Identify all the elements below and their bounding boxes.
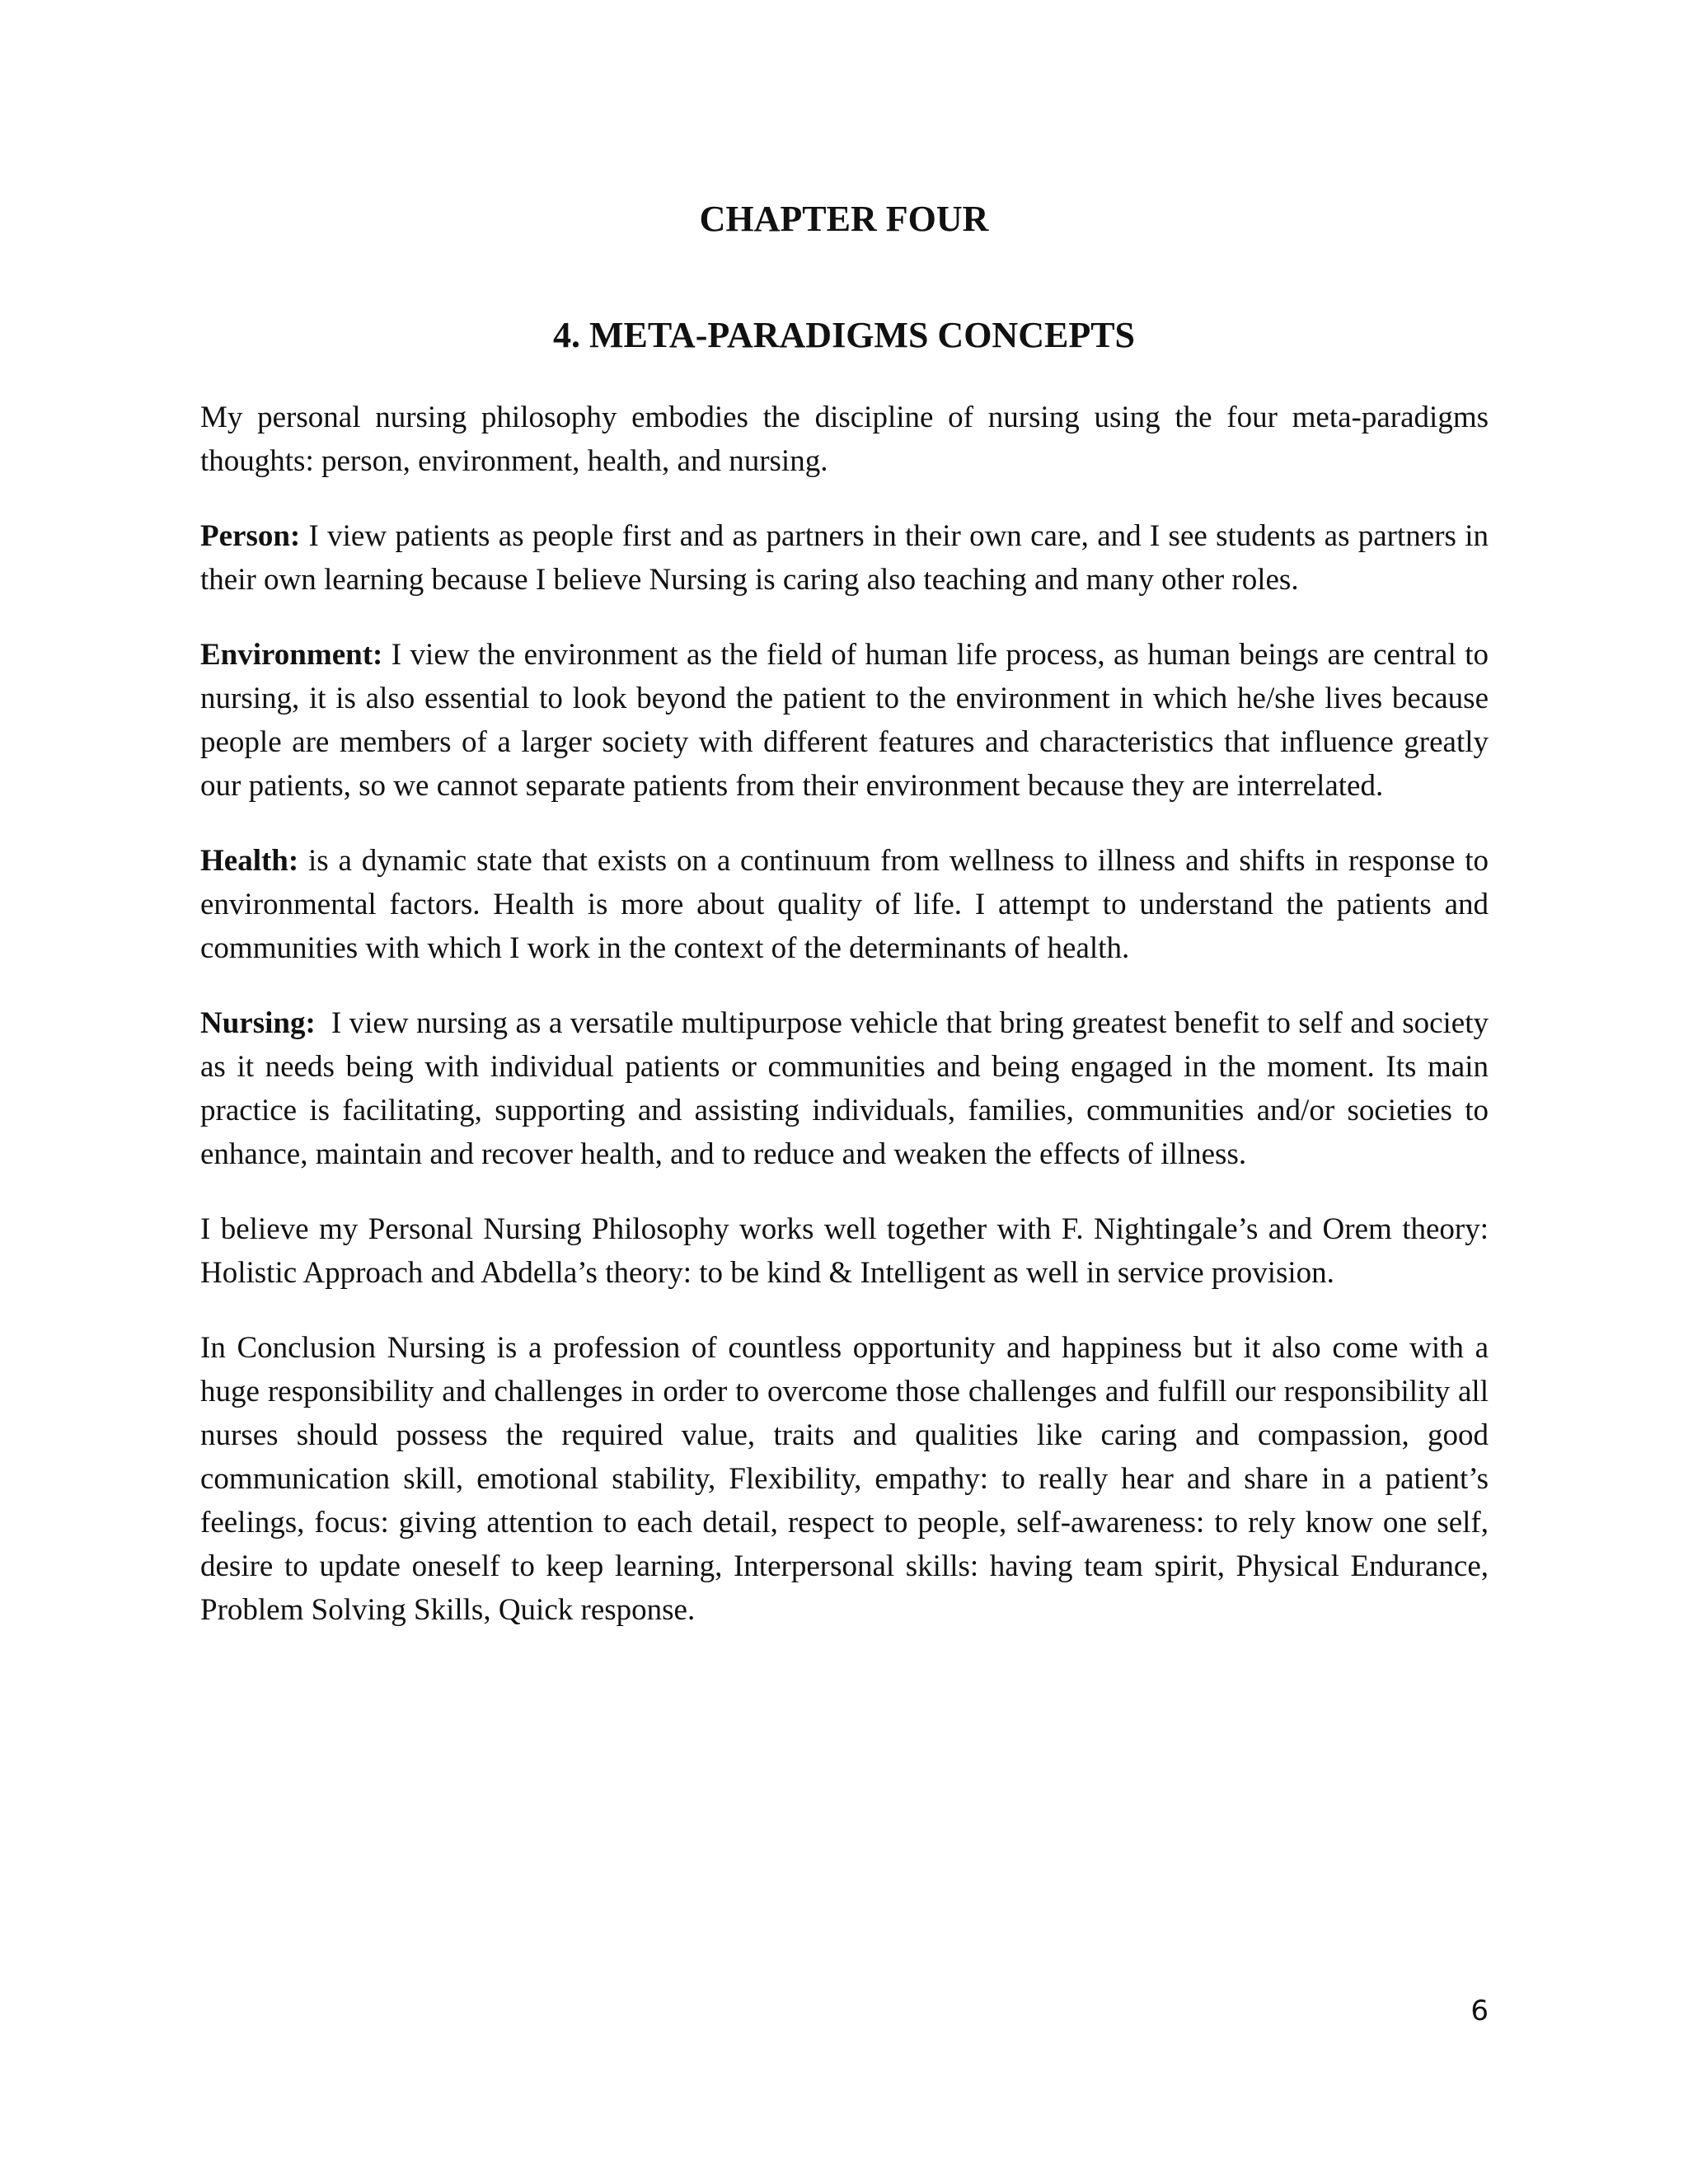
- page-number: 6: [1470, 1994, 1489, 2027]
- person-term: Person:: [200, 519, 301, 553]
- health-term: Health:: [200, 844, 299, 878]
- environment-text: I view the environment as the field of human life process, as human beings are central to nursing, it is also essential to look beyond the patient to the environment in which he/she lives because people are members of a larger society with different features and characteristics that influence greatly our patients, so we cannot separate patients from their environment because they are interrelated.: [200, 638, 1489, 803]
- person-text: I view patients as people first and as partners in their own care, and I see students as partners in their own learning because I believe Nursing is caring also teaching and many other roles.: [200, 519, 1489, 597]
- health-paragraph: [200, 839, 1489, 970]
- nursing-term: Nursing:: [200, 1006, 316, 1040]
- nursing-text: I view nursing as a versatile multipurpose vehicle that bring greatest benefit to self and society as it needs being with individual patients or communities and being engaged in the moment. Its main practice is facilitating, supporting and assisting individuals, families, communities and/or societies to enhance, maintain and recover health, and to reduce and weaken the effects of illness.: [200, 1006, 1497, 1171]
- section-title: 4. META-PARADIGMS CONCEPTS: [552, 315, 1136, 355]
- health-text: is a dynamic state that exists on a continuum from wellness to illness and shifts in response to environmental factors. Health is more about quality of life. I attempt to understand the patients and communities with which I work in the context of the determinants of health.: [200, 844, 1489, 965]
- person-paragraph: [200, 514, 1489, 602]
- conclusion-paragraph: In Conclusion Nursing is a profession of countless opportunity and happiness but it also come with a huge responsibility and challenges in order to overcome those challenges and fulfill our responsibility all nurses should possess the required value, traits and qualities like caring and compassion, good communication skill, emotional stability, Flexibility, empathy: to really hear and share in a patient’s feelings, focus: giving attention to each detail, respect to people, self-awareness: to rely know one self, desire to update oneself to keep learning, Interpersonal skills: having team spirit, Physical Endurance, Problem Solving Skills, Quick response.: [200, 1331, 1489, 1627]
- environment-term: Environment:: [200, 638, 383, 672]
- environment-paragraph: [200, 633, 1489, 808]
- theory-paragraph: I believe my Personal Nursing Philosophy works well together with F. Nightingale’s and Orem theory: Holistic Approach and Abdella’s theory: to be kind & Intelligent as well in service provision.: [200, 1212, 1489, 1290]
- intro-paragraph: My personal nursing philosophy embodies the discipline of nursing using the four meta-paradigms thoughts: person, environment, health, and nursing.: [200, 401, 1489, 478]
- body-text: [200, 396, 1497, 1663]
- nursing-paragraph: [200, 1001, 1497, 1176]
- chapter-title: CHAPTER FOUR: [699, 199, 989, 239]
